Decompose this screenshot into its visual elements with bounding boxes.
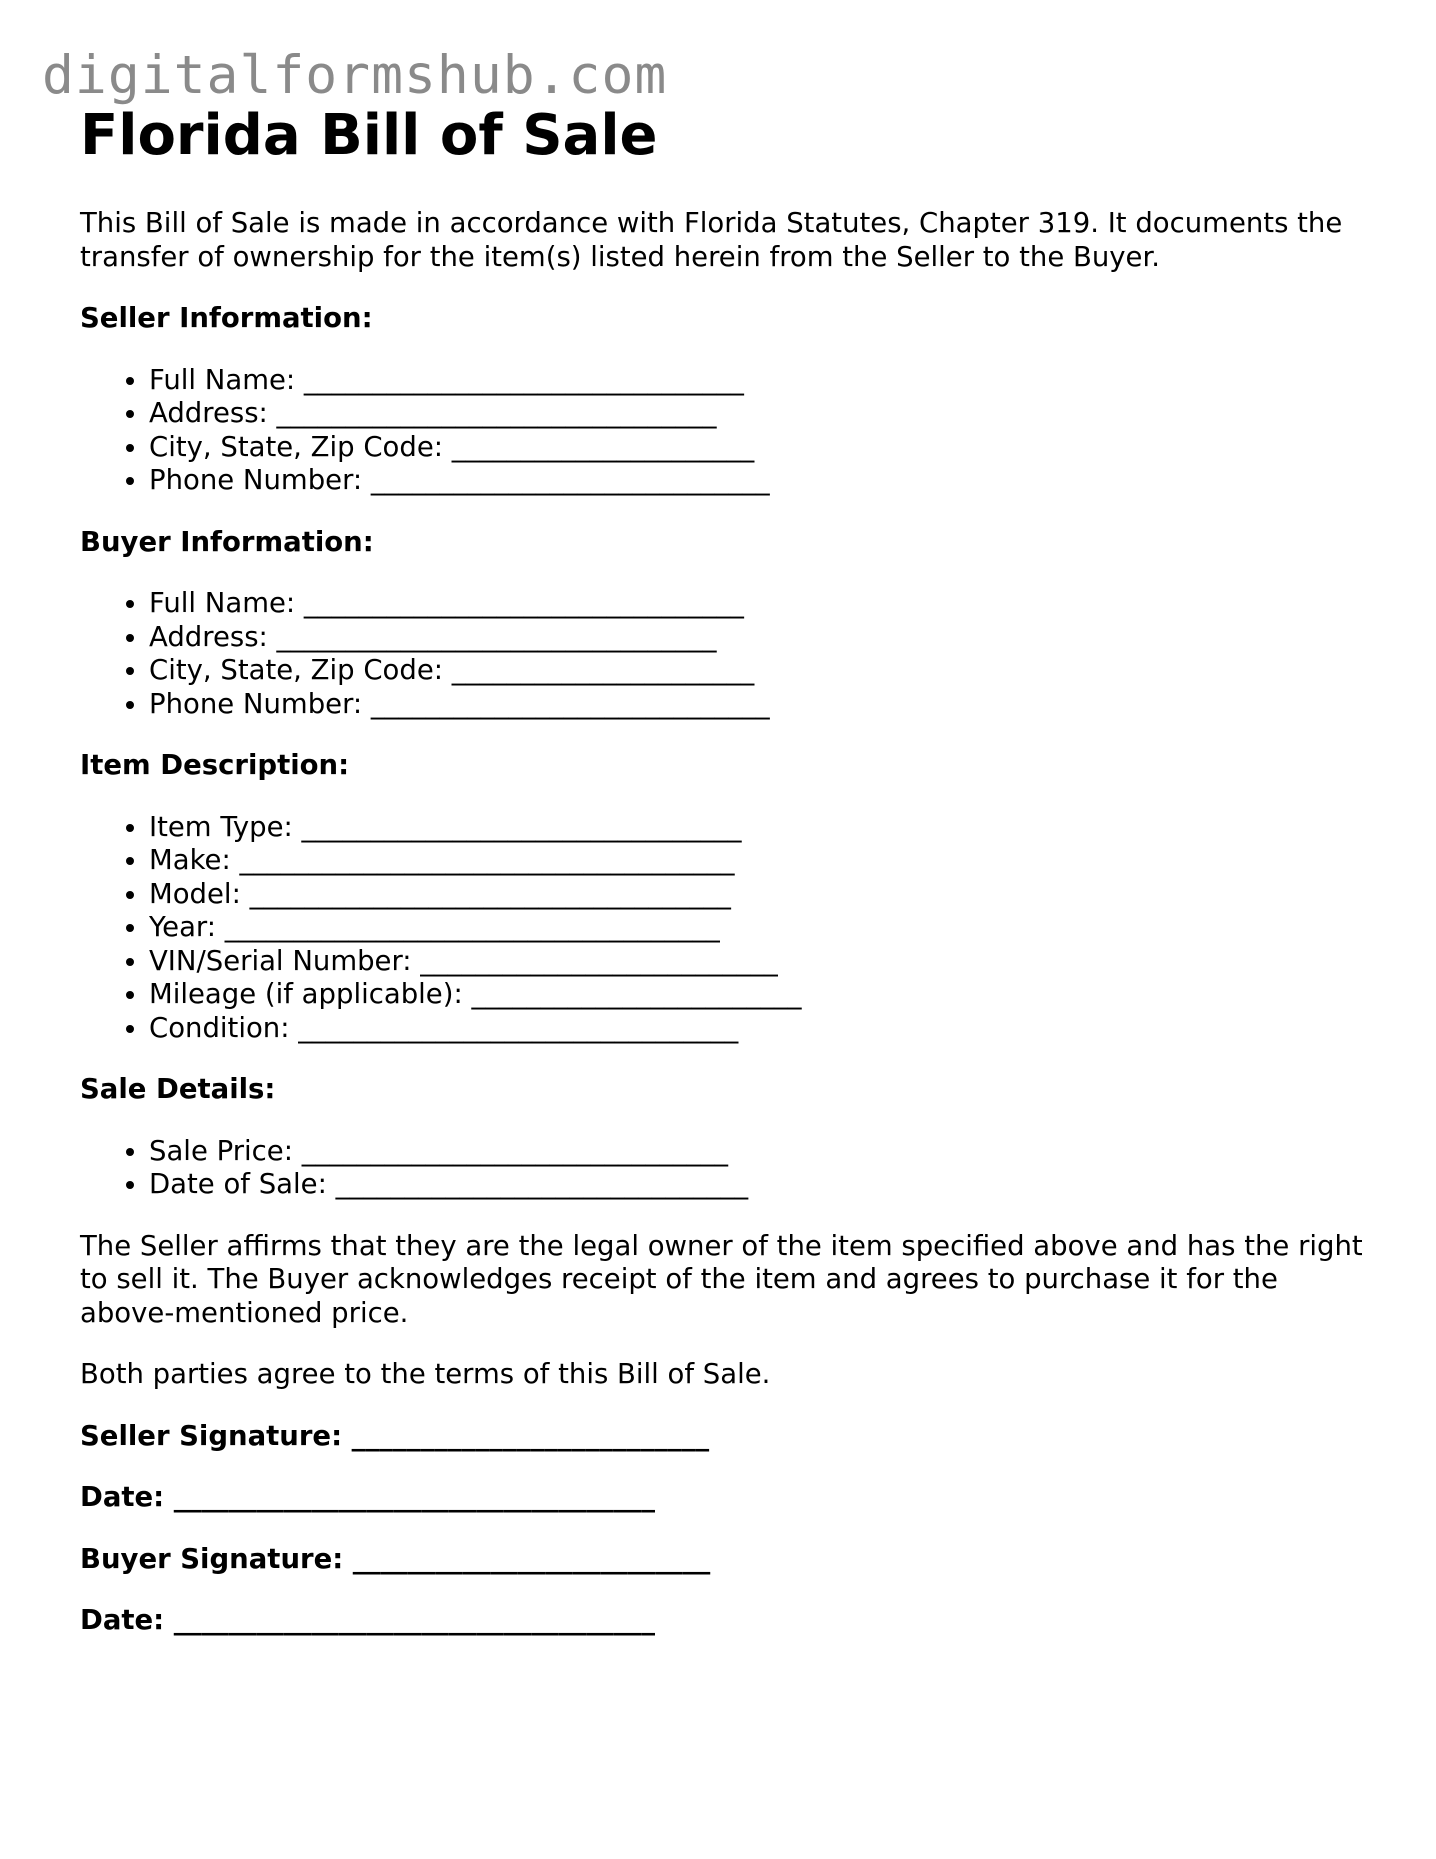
item-heading: Item Description: <box>80 749 350 781</box>
item-model-field[interactable]: • Model: ___________________________________ <box>149 878 1370 912</box>
buyer-fields <box>80 587 1370 721</box>
buyer-date-field[interactable]: Date: ___________________________________ <box>80 1604 656 1636</box>
seller-date-field[interactable]: Date: ___________________________________ <box>80 1481 656 1513</box>
affirmation-paragraph: The Seller affirms that they are the legal owner of the item specified above and has the right to sell it. The Buyer acknowledges receipt of the item and agrees to purchase it for the above-mentioned price. <box>80 1229 1363 1329</box>
item-mileage-field[interactable]: • Mileage (if applicable): ________________________ <box>149 978 1370 1012</box>
buyer-full-name-field[interactable]: • Full Name: ________________________________ <box>149 587 1370 621</box>
sale-price-field[interactable]: • Sale Price: _______________________________ <box>149 1135 1370 1169</box>
buyer-signature-field[interactable]: Buyer Signature: __________________________ <box>80 1542 711 1575</box>
seller-signature-field[interactable]: Seller Signature: __________________________ <box>80 1419 710 1452</box>
item-year-field[interactable]: • Year: ____________________________________ <box>149 911 1370 945</box>
sale-fields <box>80 1135 1370 1202</box>
page-title: Florida Bill of Sale <box>80 103 658 168</box>
item-vin-field[interactable]: • VIN/Serial Number: __________________________ <box>149 945 1370 979</box>
document-body <box>80 100 1370 1638</box>
intro-paragraph: This Bill of Sale is made in accordance with Florida Statutes, Chapter 319. It documents the transfer of ownership for the item(s) listed herein from the Seller to the Buyer. <box>80 207 1343 273</box>
watermark: digitalformshub.com <box>42 45 668 106</box>
buyer-address-field[interactable]: • Address: ________________________________ <box>149 621 1370 655</box>
seller-full-name-field[interactable]: • Full Name: ________________________________ <box>149 364 1370 398</box>
buyer-city-state-zip-field[interactable]: • City, State, Zip Code: ______________________ <box>149 654 1370 688</box>
seller-heading: Seller Information: <box>80 302 373 334</box>
item-condition-field[interactable]: • Condition: ________________________________ <box>149 1012 1370 1046</box>
item-type-field[interactable]: • Item Type: ________________________________ <box>149 811 1370 845</box>
sale-heading: Sale Details: <box>80 1073 276 1105</box>
buyer-heading: Buyer Information: <box>80 525 374 558</box>
agreement-paragraph: Both parties agree to the terms of this Bill of Sale. <box>80 1358 771 1390</box>
item-fields <box>80 811 1370 1046</box>
seller-city-state-zip-field[interactable]: • City, State, Zip Code: ______________________ <box>149 431 1370 465</box>
seller-phone-field[interactable]: • Phone Number: _____________________________ <box>149 464 1370 498</box>
buyer-phone-field[interactable]: • Phone Number: _____________________________ <box>149 688 1370 722</box>
sale-date-field[interactable]: • Date of Sale: ______________________________ <box>149 1168 1370 1202</box>
seller-fields <box>80 364 1370 498</box>
seller-address-field[interactable]: • Address: ________________________________ <box>149 397 1370 431</box>
item-make-field[interactable]: • Make: ____________________________________ <box>149 844 1370 878</box>
